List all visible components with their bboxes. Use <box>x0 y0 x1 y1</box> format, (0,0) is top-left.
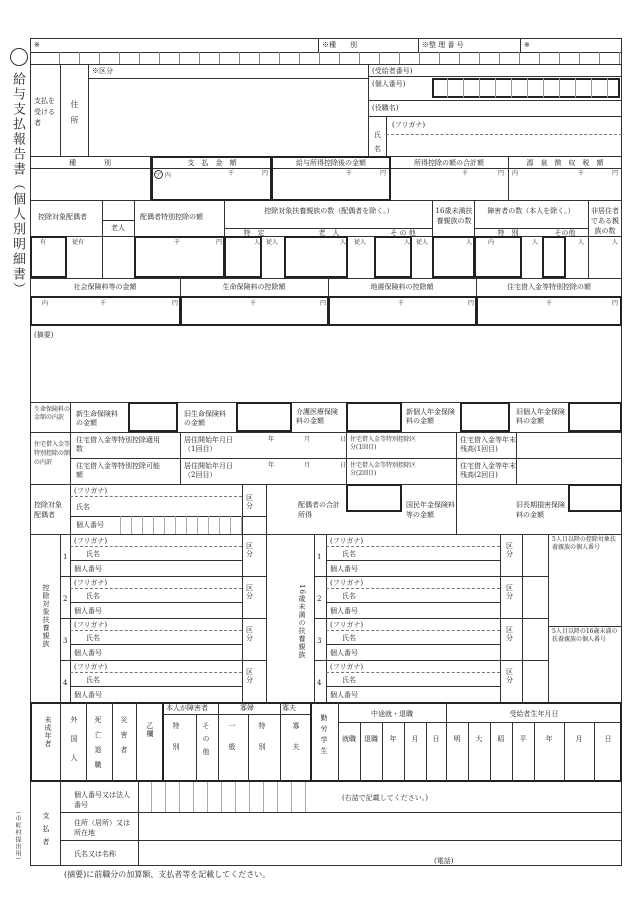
spouse-count-field[interactable] <box>30 236 67 278</box>
minor-label: 未成年者 <box>44 716 52 748</box>
address-label: 住所 <box>70 100 79 132</box>
dep-count-label: 控除対象扶養親族の数（配偶者を除く。） <box>264 207 394 215</box>
mid-year-label: 中途就・退職 <box>371 710 413 718</box>
elderly-label: 老人 <box>111 224 125 232</box>
top-mark: ※ <box>34 41 40 49</box>
spouse-number-field[interactable] <box>110 516 242 534</box>
title-circle <box>10 48 28 66</box>
side-note: （市町村提出用） <box>14 808 21 864</box>
payer-address-label: 住所（居所）又は所在地 <box>74 819 130 837</box>
serial-label: ※整 理 番 号 <box>422 41 464 49</box>
phone-label: (電話) <box>434 857 454 865</box>
footer-note: (摘要)に前職分の加算額、支払者等を記載してください。 <box>64 870 271 879</box>
name-label: 氏名 <box>374 131 381 153</box>
life-insurance-label: 生命保険料の控除額 <box>222 283 286 291</box>
address-field[interactable] <box>92 78 362 152</box>
payer-name-label: 氏名又は名称 <box>74 850 116 858</box>
payer-number-field[interactable] <box>138 782 314 812</box>
social-insurance-label: 社会保険料等の金額 <box>73 283 137 291</box>
personal-no-label: (個人番号) <box>372 80 406 88</box>
top-mark-2: ※ <box>524 41 530 49</box>
disabled-special-field[interactable] <box>474 236 522 278</box>
otsu-label: 乙欄 <box>146 722 154 738</box>
remarks-label: (摘要) <box>34 331 54 339</box>
recipient-label: 支払を受ける者 <box>34 97 55 127</box>
recipient-name-field[interactable] <box>390 136 618 154</box>
note-5th-under16: 5人目以降の16歳未満の扶養親族の個人番号 <box>552 628 618 643</box>
spouse-detail-label: 控除対象配偶者 <box>34 501 62 519</box>
right-align-note: (右詰で記載してください。) <box>342 794 428 802</box>
disabled-label: 障害者の数（本人を除く。） <box>487 207 575 215</box>
payment-col-label: 支 払 金 額 <box>187 159 237 167</box>
life-detail-label: 生命保険料の金額の内訳 <box>34 406 71 421</box>
section-label: ※区分 <box>92 67 113 75</box>
tax-col-label: 源 泉 徴 収 税 額 <box>526 159 604 167</box>
care-field[interactable] <box>346 402 402 432</box>
after-deduction-field[interactable] <box>271 156 391 201</box>
disabled-other-field[interactable] <box>542 236 566 278</box>
payer-address-field[interactable] <box>142 814 618 838</box>
long-term-field[interactable] <box>568 484 622 512</box>
total-deduction-col-label: 所得控除の額の合計額 <box>414 159 484 167</box>
quake-insurance-label: 地震保険料の控除額 <box>370 283 434 291</box>
payer-number-label: 個人番号又は法人番号 <box>74 791 130 809</box>
spouse-special-label: 配偶者特別控除の額 <box>140 213 203 221</box>
working-student-label: 勤労学生 <box>320 714 328 758</box>
nonresident-label: 非居住者である親族の数 <box>591 207 619 235</box>
birth-label: 受給者生年月日 <box>509 710 559 718</box>
serial-boxes[interactable] <box>40 52 620 64</box>
old-pension-field[interactable] <box>568 402 622 432</box>
recipient-no-label: (受給者番号) <box>372 67 413 75</box>
type-col-label: 種 別 <box>69 159 111 167</box>
inner-a: ア 内 <box>155 172 171 179</box>
spouse-income-field[interactable] <box>346 484 402 512</box>
payer-name-field[interactable] <box>142 842 618 864</box>
housing-loan-label: 住宅借入金等特別控除の額 <box>507 283 591 291</box>
death-label: 死亡退職 <box>94 716 102 776</box>
spouse-label: 控除対象配偶者 <box>38 213 87 221</box>
new-life-field[interactable] <box>128 402 178 432</box>
remarks-field[interactable] <box>34 342 618 400</box>
under16-label: 16歳未満扶養親族の数 <box>435 207 473 225</box>
under16-dependents-label: 16歳未満の扶養親族 <box>298 584 306 659</box>
payer-label: 支払者 <box>42 812 50 851</box>
kana-label: (フリガナ) <box>392 121 426 129</box>
after-deduction-col-label: 給与所得控除後の金額 <box>296 159 366 167</box>
new-pension-field[interactable] <box>460 402 510 432</box>
housing-detail-label: 住宅借入金等特別控除の額の内訳 <box>34 441 71 466</box>
disaster-label: 災害者 <box>120 716 128 761</box>
dependents-label: 控除対象扶養親族 <box>42 584 50 648</box>
type-label: ※種 別 <box>322 41 357 49</box>
note-5th-dependent: 5人目以降の控除対象扶養親族の個人番号 <box>552 536 616 551</box>
title-label: (役職名) <box>372 104 399 112</box>
dep-elderly-field[interactable] <box>284 236 348 278</box>
form-title: 給与支払報告書（個人別明細書） <box>10 72 25 297</box>
old-life-field[interactable] <box>236 402 292 432</box>
foreign-label: 外国人 <box>70 716 78 773</box>
